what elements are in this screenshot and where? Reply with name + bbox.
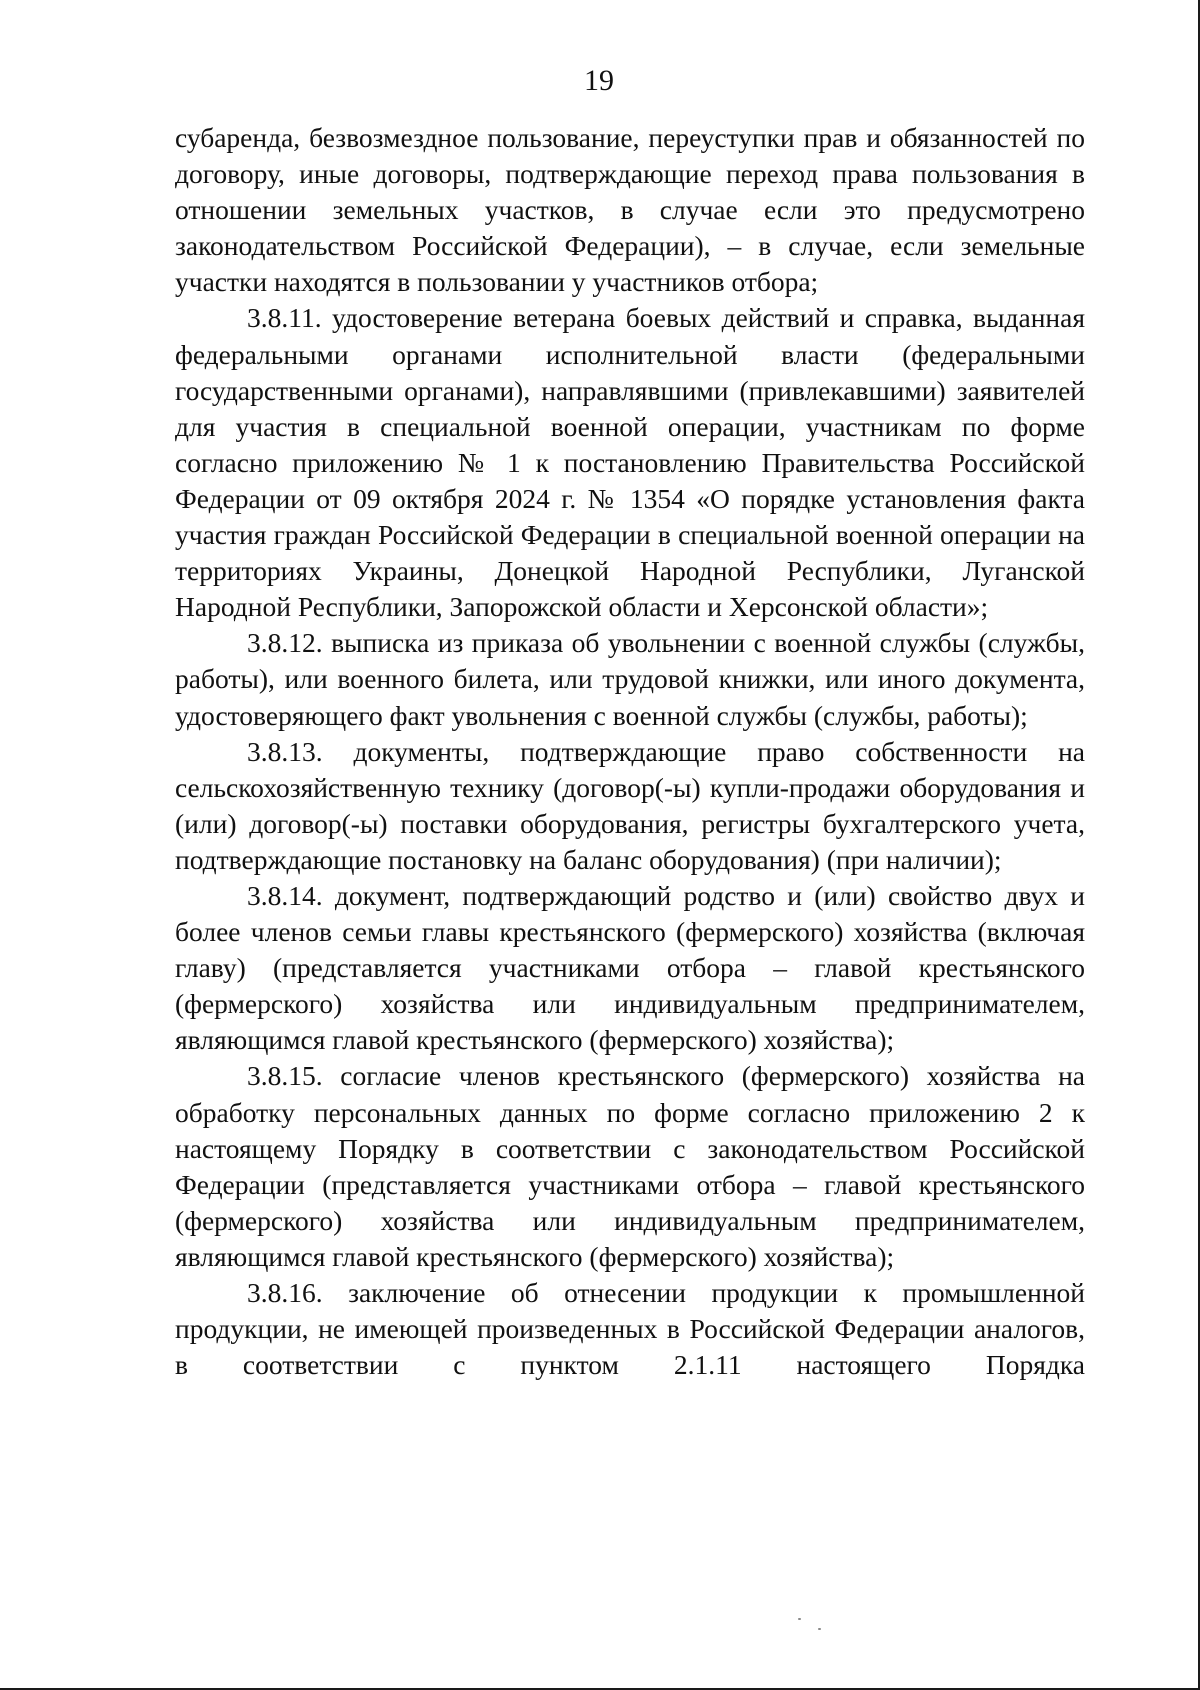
paragraph-3-8-16: 3.8.16. заключение об отнесении продукции к промышленной продукции, не имеющей произведенных в Российской Федерации аналогов, в соответствии с пунктом 2.1.11 настоящего Порядка bbox=[175, 1277, 1085, 1381]
paragraph-3-8-14: 3.8.14. документ, подтверждающий родство и (или) свойство двух и более членов семьи главы крестьянского (фермерского) хозяйства (включая главу) (представляется участниками отбора – главой крестьянского (фермерского) хозяйства или индивидуальным предпринимателем, являющимся главой крестьянского (фермерского) хозяйства); bbox=[175, 879, 1085, 1056]
page-number: 19 bbox=[584, 64, 614, 97]
paragraph-3-8-13: 3.8.13. документы, подтверждающие право собственности на сельскохозяйственную технику (договор(-ы) купли-продажи оборудования и (или) договор(-ы) поставки оборудования, регистры бухгалтерского учета, подтверждающие постановку на баланс оборудования) (при наличии); bbox=[175, 735, 1085, 875]
paragraph-3-8-15: 3.8.15. согласие членов крестьянского (фермерского) хозяйства на обработку персональных данных по форме согласно приложению 2 к настоящему Порядку в соответствии с законодательством Российской Федерации (представляется участниками отбора – главой крестьянского (фермерского) хозяйства или индивидуальным предпринимателем, являющимся главой крестьянского (фермерского) хозяйства); bbox=[175, 1060, 1085, 1272]
paragraph-3-8-12: 3.8.12. выписка из приказа об увольнении с военной службы (службы, работы), или военного билета, или трудовой книжки, или иного документа, удостоверяющего факт увольнения с военной службы (службы, работы); bbox=[175, 627, 1085, 731]
document-body bbox=[175, 120, 1085, 1383]
paragraph-3-8-11: 3.8.11. удостоверение ветерана боевых действий и справка, выданная федеральными органами исполнительной власти (федеральными государственными органами), направлявшими (привлекавшими) заявителей для участия в специальной военной операции, участникам по форме согласно приложению № 1 к постановлению Правительства Российской Федерации от 09 октября 2024 г. № 1354 «О порядке установления факта участия граждан Российской Федерации в специальной военной операции на территориях Украины, Донецкой Народной Республики, Луганской Народной Республики, Запорожской области и Херсонской области»; bbox=[175, 302, 1085, 623]
scan-speck bbox=[818, 1628, 821, 1630]
paragraph-lease-continuation: субаренда, безвозмездное пользование, переуступки прав и обязанностей по договору, иные договоры, подтверждающие переход права пользования в отношении земельных участков, в случае если это предусмотрено законодательством Российской Федерации), – в случае, если земельные участки находятся в пользовании у участников отбора; bbox=[175, 122, 1085, 298]
scan-speck bbox=[798, 1618, 801, 1620]
